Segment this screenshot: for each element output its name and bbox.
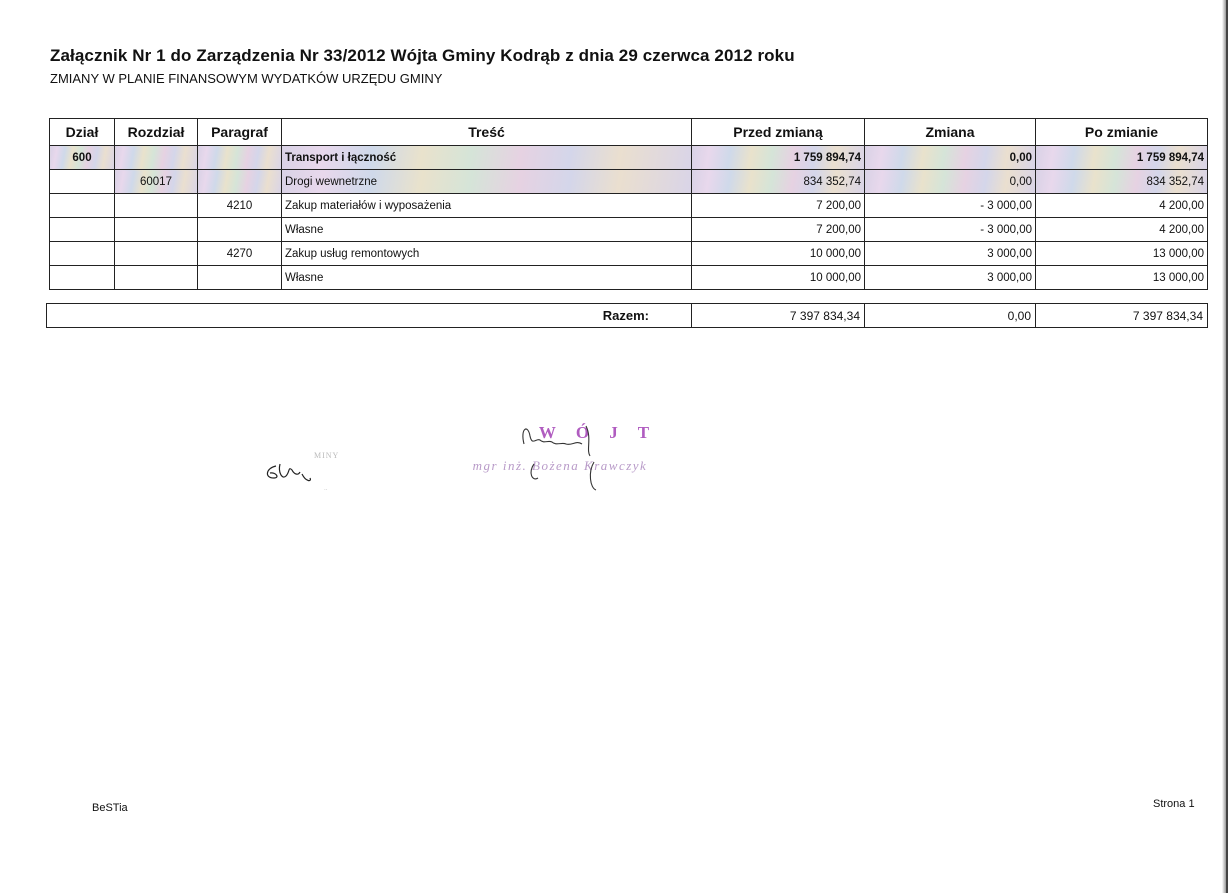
cell-rozdzial [115, 146, 198, 170]
col-header-paragraf: Paragraf [198, 119, 282, 146]
col-header-przed-zmiana: Przed zmianą [692, 119, 865, 146]
cell-tresc: Transport i łączność [282, 146, 692, 170]
col-header-rozdzial: Rozdział [115, 119, 198, 146]
footer-page-number: Strona 1 [1153, 798, 1195, 810]
cell-przed: 10 000,00 [692, 242, 865, 266]
cell-przed: 7 200,00 [692, 218, 865, 242]
cell-po: 4 200,00 [1036, 194, 1208, 218]
cell-zmiana: - 3 000,00 [865, 194, 1036, 218]
svg-text:..: .. [324, 484, 328, 492]
cell-paragraf [198, 266, 282, 290]
footer-software-label: BeSTia [92, 802, 128, 814]
cell-tresc: Własne [282, 218, 692, 242]
cell-przed: 10 000,00 [692, 266, 865, 290]
cell-po: 13 000,00 [1036, 266, 1208, 290]
cell-tresc: Zakup usług remontowych [282, 242, 692, 266]
total-przed: 7 397 834,34 [692, 304, 865, 328]
col-header-dzial: Dział [50, 119, 115, 146]
cell-po: 13 000,00 [1036, 242, 1208, 266]
cell-paragraf [198, 146, 282, 170]
stamp-title: W Ó J T [538, 423, 658, 442]
cell-rozdzial [115, 218, 198, 242]
cell-paragraf: 4270 [198, 242, 282, 266]
svg-text:MINY: MINY [314, 452, 340, 460]
cell-paragraf [198, 170, 282, 194]
cell-paragraf: 4210 [198, 194, 282, 218]
cell-tresc: Zakup materiałów i wyposażenia [282, 194, 692, 218]
table-row [50, 194, 1208, 218]
cell-tresc: Drogi wewnetrzne [282, 170, 692, 194]
cell-dzial: 600 [50, 146, 115, 170]
cell-dzial [50, 170, 115, 194]
cell-dzial [50, 194, 115, 218]
cell-po: 834 352,74 [1036, 170, 1208, 194]
stamp-name: mgr inż. Bożena Krawczyk [472, 458, 648, 473]
table-row [50, 218, 1208, 242]
cell-rozdzial [115, 194, 198, 218]
total-po: 7 397 834,34 [1036, 304, 1208, 328]
cell-przed: 1 759 894,74 [692, 146, 865, 170]
document-subtitle: ZMIANY W PLANIE FINANSOWYM WYDATKÓW URZĘDU GMINY [50, 71, 443, 86]
cell-zmiana: 0,00 [865, 170, 1036, 194]
cell-rozdzial [115, 266, 198, 290]
cell-dzial [50, 242, 115, 266]
cell-przed: 7 200,00 [692, 194, 865, 218]
cell-przed: 834 352,74 [692, 170, 865, 194]
table-header-row [50, 119, 1208, 146]
cell-rozdzial [115, 242, 198, 266]
scan-page-edge [1222, 0, 1228, 893]
cell-zmiana: 3 000,00 [865, 266, 1036, 290]
table-row [50, 146, 1208, 170]
col-header-zmiana: Zmiana [865, 119, 1036, 146]
total-label: Razem: [47, 304, 692, 328]
document-title: Załącznik Nr 1 do Zarządzenia Nr 33/2012 Wójta Gminy Kodrąb z dnia 29 czerwca 2012 roku [50, 46, 795, 65]
cell-tresc: Własne [282, 266, 692, 290]
table-row [50, 266, 1208, 290]
initials-signature [262, 452, 372, 497]
financial-plan-table [49, 118, 1208, 290]
cell-paragraf [198, 218, 282, 242]
cell-zmiana: 0,00 [865, 146, 1036, 170]
total-row [47, 304, 1208, 328]
total-table [46, 303, 1208, 328]
official-stamp [466, 418, 666, 498]
col-header-po-zmianie: Po zmianie [1036, 119, 1208, 146]
table-row [50, 170, 1208, 194]
cell-po: 1 759 894,74 [1036, 146, 1208, 170]
cell-dzial [50, 218, 115, 242]
cell-po: 4 200,00 [1036, 218, 1208, 242]
total-zmiana: 0,00 [865, 304, 1036, 328]
table-row [50, 242, 1208, 266]
cell-rozdzial: 60017 [115, 170, 198, 194]
cell-zmiana: - 3 000,00 [865, 218, 1036, 242]
cell-zmiana: 3 000,00 [865, 242, 1036, 266]
cell-dzial [50, 266, 115, 290]
col-header-tresc: Treść [282, 119, 692, 146]
